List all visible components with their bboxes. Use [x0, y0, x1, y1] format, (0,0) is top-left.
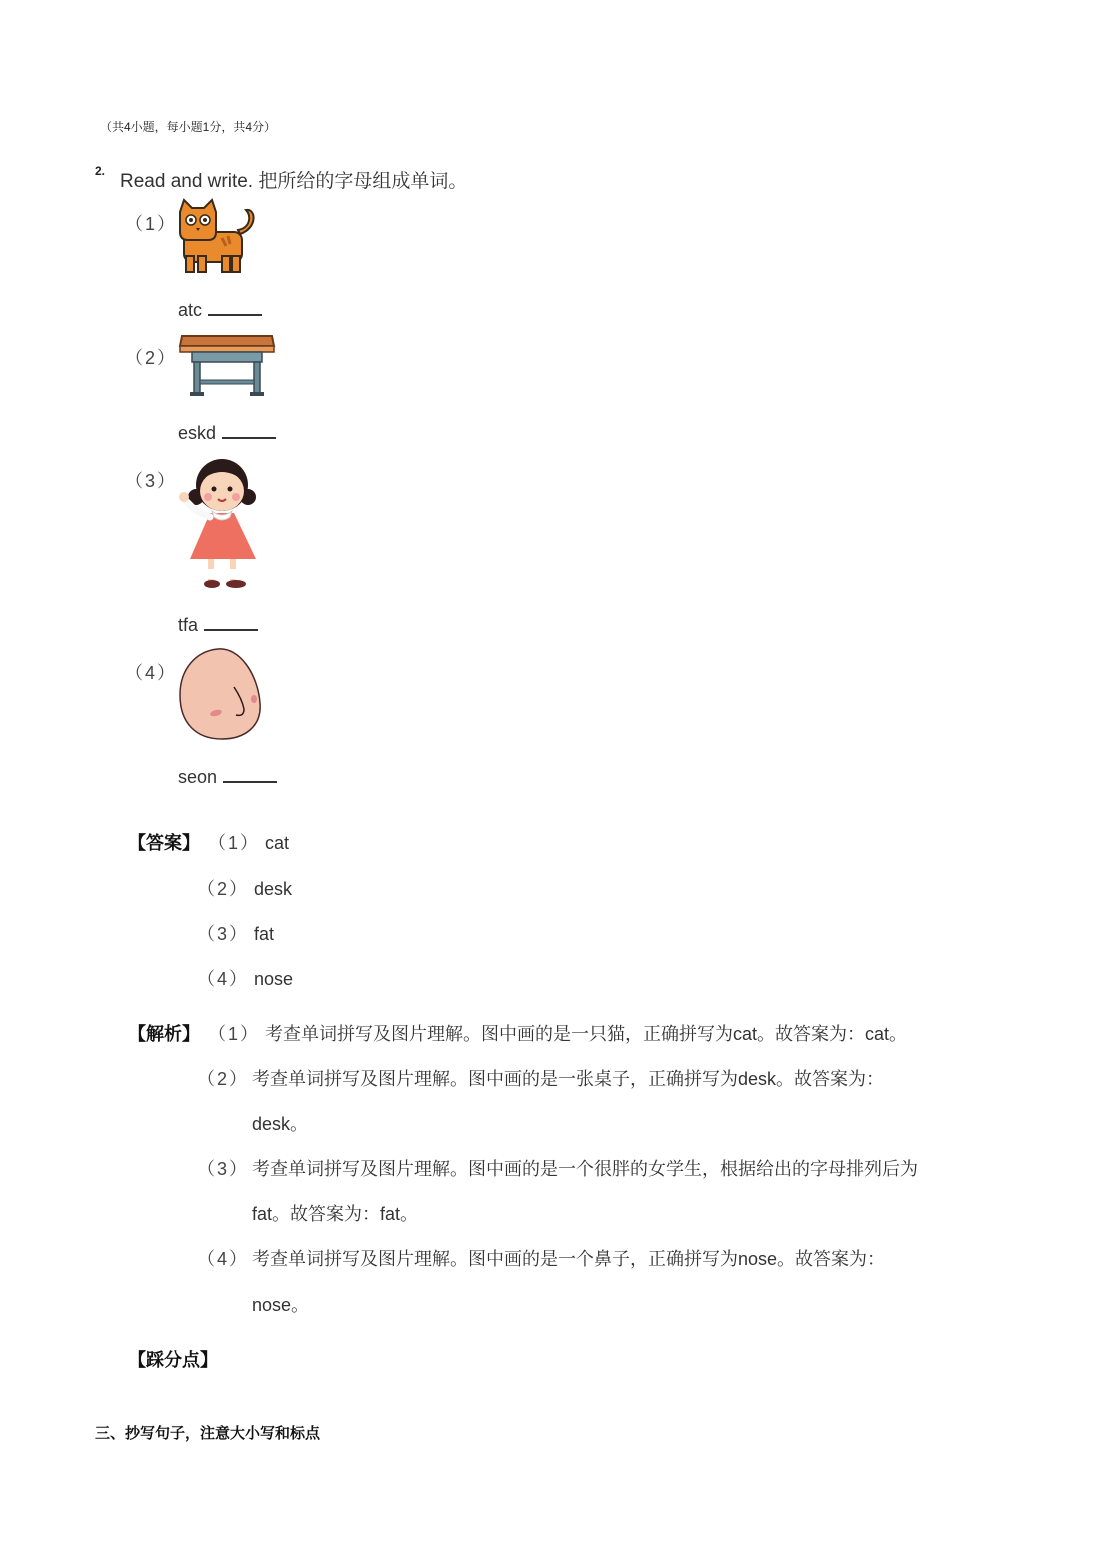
- analysis-text: desk。: [252, 1114, 309, 1134]
- girl-icon: [176, 455, 260, 591]
- section-note: （共4小题，每小题1分，共4分）: [100, 120, 277, 134]
- answer-item: （1） cat: [208, 833, 290, 853]
- section-heading: 三、抄写句子，注意大小写和标点: [95, 1425, 321, 1442]
- item-index: （1）: [125, 214, 178, 234]
- analysis-text: 考查单词拼写及图片理解。图中画的是一张桌子，正确拼写为desk。故答案为：: [252, 1069, 885, 1089]
- question-number: 2.: [95, 164, 106, 178]
- analysis-text: nose。: [252, 1295, 310, 1315]
- item-letters: seon: [178, 767, 277, 788]
- analysis-text: 考查单词拼写及图片理解。图中画的是一个鼻子，正确拼写为nose。故答案为：: [252, 1249, 886, 1269]
- cat-icon: [178, 198, 256, 274]
- analysis-index: （4）: [197, 1249, 250, 1269]
- analysis-item: （1） 考查单词拼写及图片理解。图中画的是一只猫，正确拼写为cat。故答案为：cat。: [208, 1024, 908, 1044]
- points-label: 【踩分点】: [128, 1350, 218, 1370]
- analysis-text: fat。故答案为：fat。: [252, 1204, 419, 1224]
- analysis-index: （2）: [197, 1069, 250, 1089]
- answer-item: （3） fat: [197, 924, 275, 944]
- item-index: （2）: [125, 348, 178, 368]
- item-index: （3）: [125, 471, 178, 491]
- item-letters: eskd: [178, 423, 276, 444]
- nose-icon: [178, 647, 262, 741]
- answer-label: 【答案】: [128, 833, 200, 853]
- item-letters: tfa: [178, 615, 258, 636]
- answer-blank[interactable]: [223, 767, 277, 783]
- answer-item: （2） desk: [197, 879, 293, 899]
- answer-blank[interactable]: [222, 423, 276, 439]
- item-index: （4）: [125, 663, 178, 683]
- answer-blank[interactable]: [208, 300, 262, 316]
- answer-blank[interactable]: [204, 615, 258, 631]
- desk-icon: [178, 332, 276, 398]
- analysis-index: （3）: [197, 1159, 250, 1179]
- answer-item: （4） nose: [197, 969, 294, 989]
- analysis-text: 考查单词拼写及图片理解。图中画的是一个很胖的女学生，根据给出的字母排列后为: [252, 1159, 918, 1179]
- item-letters: atc: [178, 300, 262, 321]
- question-title: Read and write. 把所给的字母组成单词。: [120, 171, 468, 192]
- analysis-label: 【解析】: [128, 1024, 200, 1044]
